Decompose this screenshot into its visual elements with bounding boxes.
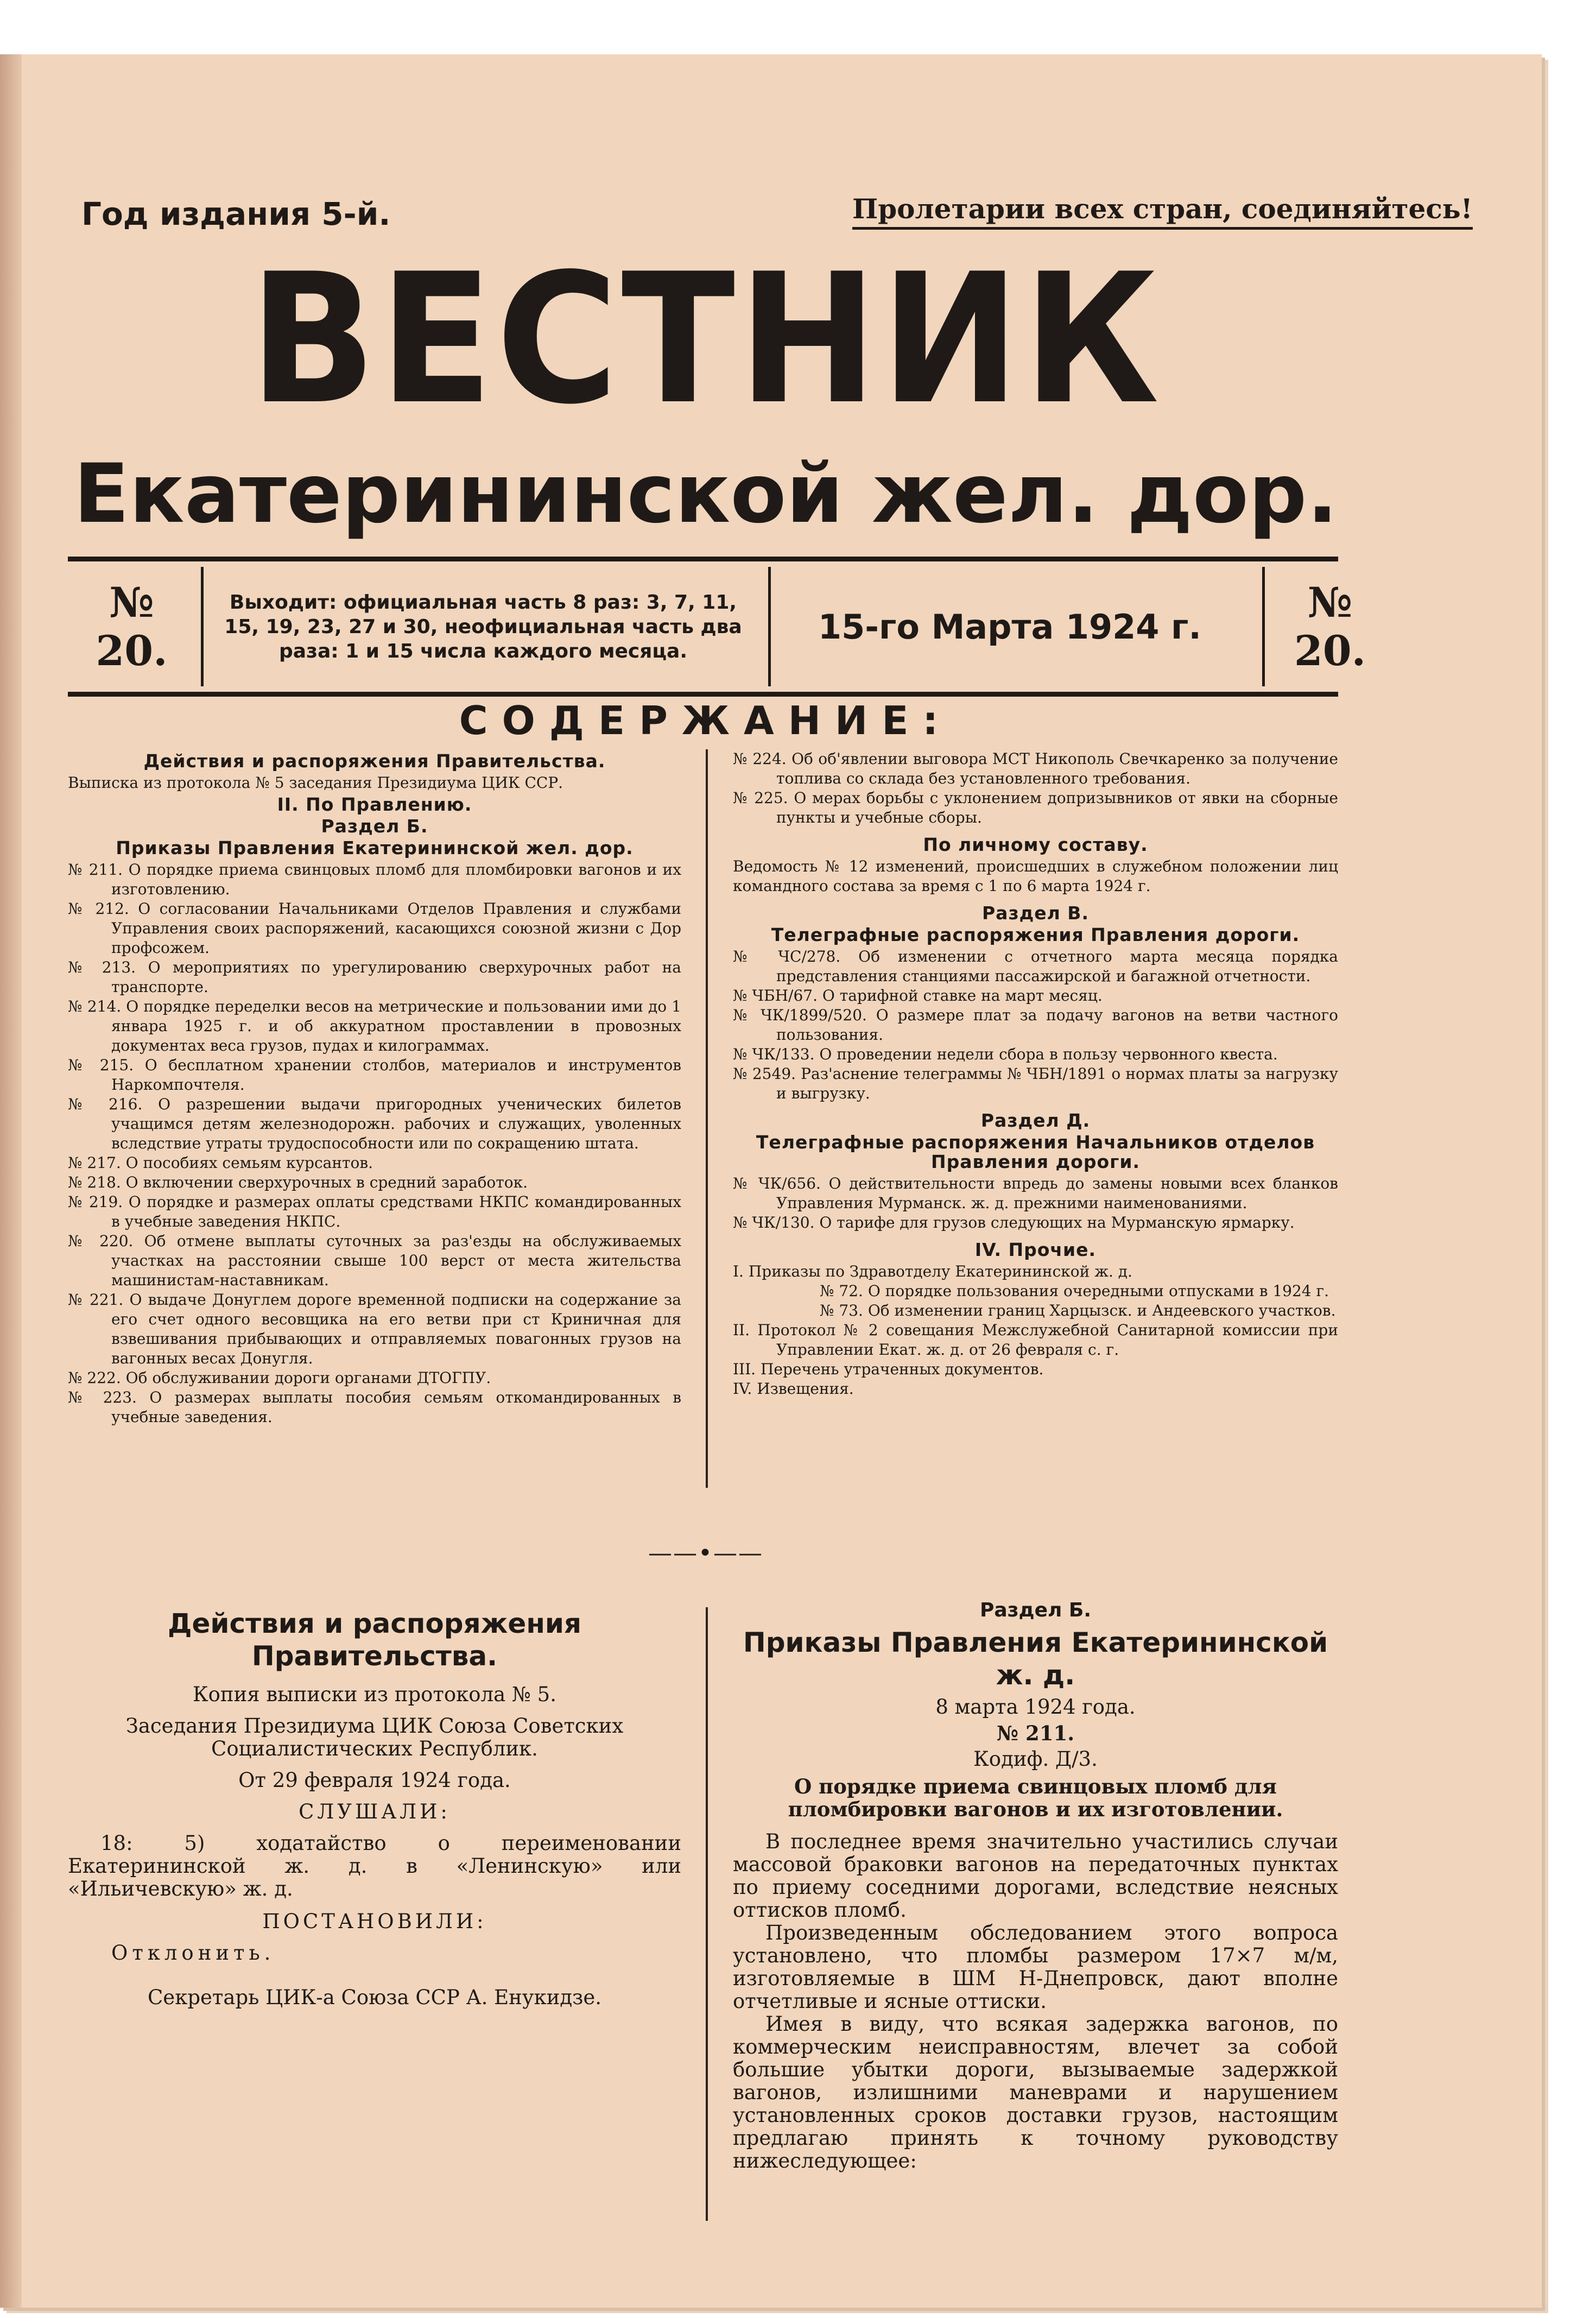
- slogan: Пролетарии всех стран, соединяйтесь!: [852, 193, 1473, 230]
- toc-item: № 224. Об об'явлении выговора МСТ Никополь Свечкаренко за получение топлива со склада без установленного требования.: [733, 750, 1338, 787]
- toc-item: № 222. Об обслуживании дороги органами ДТОГПУ.: [68, 1369, 491, 1387]
- toc-item: № ЧБН/67. О тарифной ставке на март месяц.: [733, 987, 1103, 1005]
- toc-heading: По личному составу.: [923, 834, 1148, 855]
- decided-text: Отклонить.: [111, 1941, 275, 1965]
- toc-item: № 214. О порядке переделки весов на метрические и пользовании ими до 1 январа 1925 г. и об аккуратном проставлении в провозных документах веса грузов, пудах и килограммах.: [68, 997, 681, 1054]
- article-line: От 29 февраля 1924 года.: [238, 1769, 511, 1792]
- toc-item: № ЧК/656. О действительности впредь до замены новыми всех бланков Управления Мурманск. ж. д. прежними наименованиями.: [733, 1174, 1338, 1212]
- issue-number-left: № 20.: [96, 578, 168, 675]
- toc-item: № 223. О размерах выплаты пособия семьям откомандированных в учебные заведения.: [68, 1388, 681, 1426]
- issue-date: 15-го Марта 1924 г.: [818, 607, 1201, 647]
- toc-heading: Действия и распоряжения Правительства.: [143, 750, 606, 772]
- order-code: Кодиф. Д/3.: [973, 1747, 1098, 1771]
- toc-item: № 220. Об отмене выплаты суточных за раз'езды на обслуживаемых участках на расстоянии свыше 100 верст от места жительства машинистам-наставникам.: [68, 1232, 681, 1289]
- toc-heading: Раздел Д.: [980, 1110, 1091, 1131]
- page-edge: [0, 54, 22, 2308]
- toc-item: № 219. О порядке и размерах оплаты средствами НКПС командированных в учебные заведения НКПС.: [68, 1193, 681, 1230]
- article-government-orders: [68, 1607, 681, 2018]
- toc-item: № 212. О согласовании Начальниками Отделов Правления и службами Управления своих распоряжений, касающихся союзной жизни с Дор профсожем.: [68, 900, 681, 957]
- toc-heading: Приказы Правления Екатерининской жел. дор.: [116, 837, 634, 858]
- toc-item: № ЧС/278. Об изменении с отчетного марта месяца порядка представления станциями пассажирской и багажной отчетности.: [733, 948, 1338, 985]
- issue-info-bar: [68, 557, 1366, 697]
- divider: [201, 567, 204, 686]
- toc-item: II. Протокол № 2 совещания Межслужебной Санитарной комиссии при Управлении Екат. ж. д. от 26 февраля с. г.: [733, 1321, 1338, 1359]
- article-title: Приказы Правления Екатерининской ж. д.: [743, 1627, 1328, 1691]
- order-paragraph: Имея в виду, что всякая задержка вагонов, по коммерческим неисправностям, влечет за собой большие убытки дороги, вызываемые задержкой вагонов, излишними маневрами и нарушением установленных сроков доставки грузов, настоящим предлагаю принять к точному руководству нижеследующее:: [733, 2012, 1338, 2173]
- toc-entry: Выписка из протокола № 5 заседания Президиума ЦИК ССР.: [68, 774, 563, 792]
- order-subject: О порядке приема свинцовых пломб для пломбировки вагонов и их изготовлении.: [788, 1774, 1283, 1821]
- toc-left-column: [68, 749, 681, 1427]
- signature-line: Секретарь ЦИК-а Союза ССР А. Енукидзе.: [148, 1986, 601, 2009]
- decided-label: ПОСТАНОВИЛИ:: [262, 1910, 487, 1933]
- toc-right-column: [733, 749, 1338, 1399]
- toc-heading: II. По Правлению.: [277, 794, 472, 815]
- toc-item: № 72. О порядке пользования очередными отпусками в 1924 г.: [820, 1282, 1329, 1300]
- divider: [768, 567, 771, 686]
- section-label: Раздел Б.: [979, 1599, 1092, 1621]
- issue-number-right: № 20.: [1294, 578, 1366, 675]
- toc-item: № 216. О разрешении выдачи пригородных ученических билетов учащимся детям железнодорожн. рабочих и служащих, уволенных вследствие утраты трудоспособности или по сокращению штата.: [68, 1095, 681, 1152]
- article-title: Действия и распоряжения Правительства.: [167, 1608, 582, 1672]
- order-paragraph: В последнее время значительно участились случаи массовой браковки вагонов на передаточных пунктах по приему соседними дорогами, вследствие неясных оттисков пломб.: [733, 1830, 1338, 1922]
- toc-item: № 225. О мерах борьбы с уклонением допризывников от явки на сборные пункты и учебные сборы.: [733, 789, 1338, 826]
- toc-heading: Раздел Б.: [321, 816, 428, 837]
- contents-title: СОДЕРЖАНИЕ:: [459, 698, 953, 743]
- article-order-211: [733, 1599, 1338, 2173]
- article-line: Копия выписки из протокола № 5.: [193, 1683, 556, 1706]
- heard-text: 18: 5) ходатайство о переименовании Екатерининской ж. д. в «Ленинскую» или «Ильичевскую» ж. д.: [68, 1832, 681, 1900]
- order-number: № 211.: [996, 1721, 1075, 1745]
- toc-item: № ЧК/133. О проведении недели сбора в пользу червонного квеста.: [733, 1045, 1278, 1063]
- column-rule: [706, 749, 708, 1488]
- toc-item: № ЧК/130. О тарифе для грузов следующих на Мурманскую ярмарку.: [733, 1214, 1295, 1232]
- heard-label: СЛУШАЛИ:: [299, 1800, 451, 1823]
- toc-heading: Телеграфные распоряжения Начальников отделов Правления дороги.: [756, 1132, 1315, 1172]
- publication-year: Год издания 5-й.: [81, 195, 391, 232]
- toc-item: I. Приказы по Здравотделу Екатерининской ж. д.: [733, 1262, 1132, 1280]
- order-date: 8 марта 1924 года.: [935, 1695, 1136, 1719]
- column-rule: [706, 1607, 708, 2221]
- toc-item: № 2549. Раз'аснение телеграммы № ЧБН/1891 о нормах платы за нагрузку и выгрузку.: [733, 1065, 1338, 1102]
- toc-item: № 211. О порядке приема свинцовых пломб для пломбировки вагонов и их изготовлению.: [68, 861, 681, 898]
- toc-item: № 217. О пособиях семьям курсантов.: [68, 1154, 373, 1172]
- toc-entry: Ведомость № 12 изменений, происшедших в служебном положении лиц командного состава за время с 1 по 6 марта 1924 г.: [733, 857, 1338, 895]
- toc-item: № ЧК/1899/520. О размере плат за подачу вагонов на ветви частного пользования.: [733, 1006, 1338, 1044]
- toc-heading: Телеграфные распоряжения Правления дороги.: [771, 924, 1300, 945]
- order-paragraph: Произведенным обследованием этого вопроса установлено, что пломбы размером 17×7 м/м, изготовляемые в ШМ Н-Днепровск, дают вполне отчетливые и ясные оттиски.: [733, 1921, 1338, 2013]
- article-line: Заседания Президиума ЦИК Союза Советских Социалистических Республик.: [125, 1714, 624, 1760]
- masthead-title: ВЕСТНИК: [249, 235, 1162, 444]
- toc-item: № 213. О мероприятиях по урегулированию сверхурочных работ на транспорте.: [68, 958, 681, 996]
- toc-item: III. Перечень утраченных документов.: [733, 1360, 1044, 1378]
- toc-heading: Раздел В.: [981, 902, 1089, 924]
- publication-frequency: Выходит: официальная часть 8 раз: 3, 7, 11, 15, 19, 23, 27 и 30, неофициальная часть два раза: 1 и 15 числа каждого месяца.: [224, 591, 742, 662]
- toc-item: № 215. О бесплатном хранении столбов, материалов и инструментов Наркомпочтеля.: [68, 1056, 681, 1094]
- ornamental-divider: ——•——: [648, 1539, 763, 1567]
- toc-item: № 73. Об изменении границ Харцызск. и Андеевского участков.: [820, 1302, 1336, 1319]
- toc-item: № 221. О выдаче Донуглем дороге временной подписки на содержание за его счет одного весовщика на его ветви при ст Криничная для взвешивания прибывающих и отправляемых повагонных грузов на вагонных весах Донугля.: [68, 1291, 681, 1367]
- toc-item: IV. Извещения.: [733, 1380, 854, 1398]
- toc-heading: IV. Прочие.: [974, 1239, 1097, 1260]
- masthead-subtitle: Екатерининской жел. дор.: [73, 447, 1338, 541]
- toc-item: № 218. О включении сверхурочных в средний заработок.: [68, 1173, 528, 1191]
